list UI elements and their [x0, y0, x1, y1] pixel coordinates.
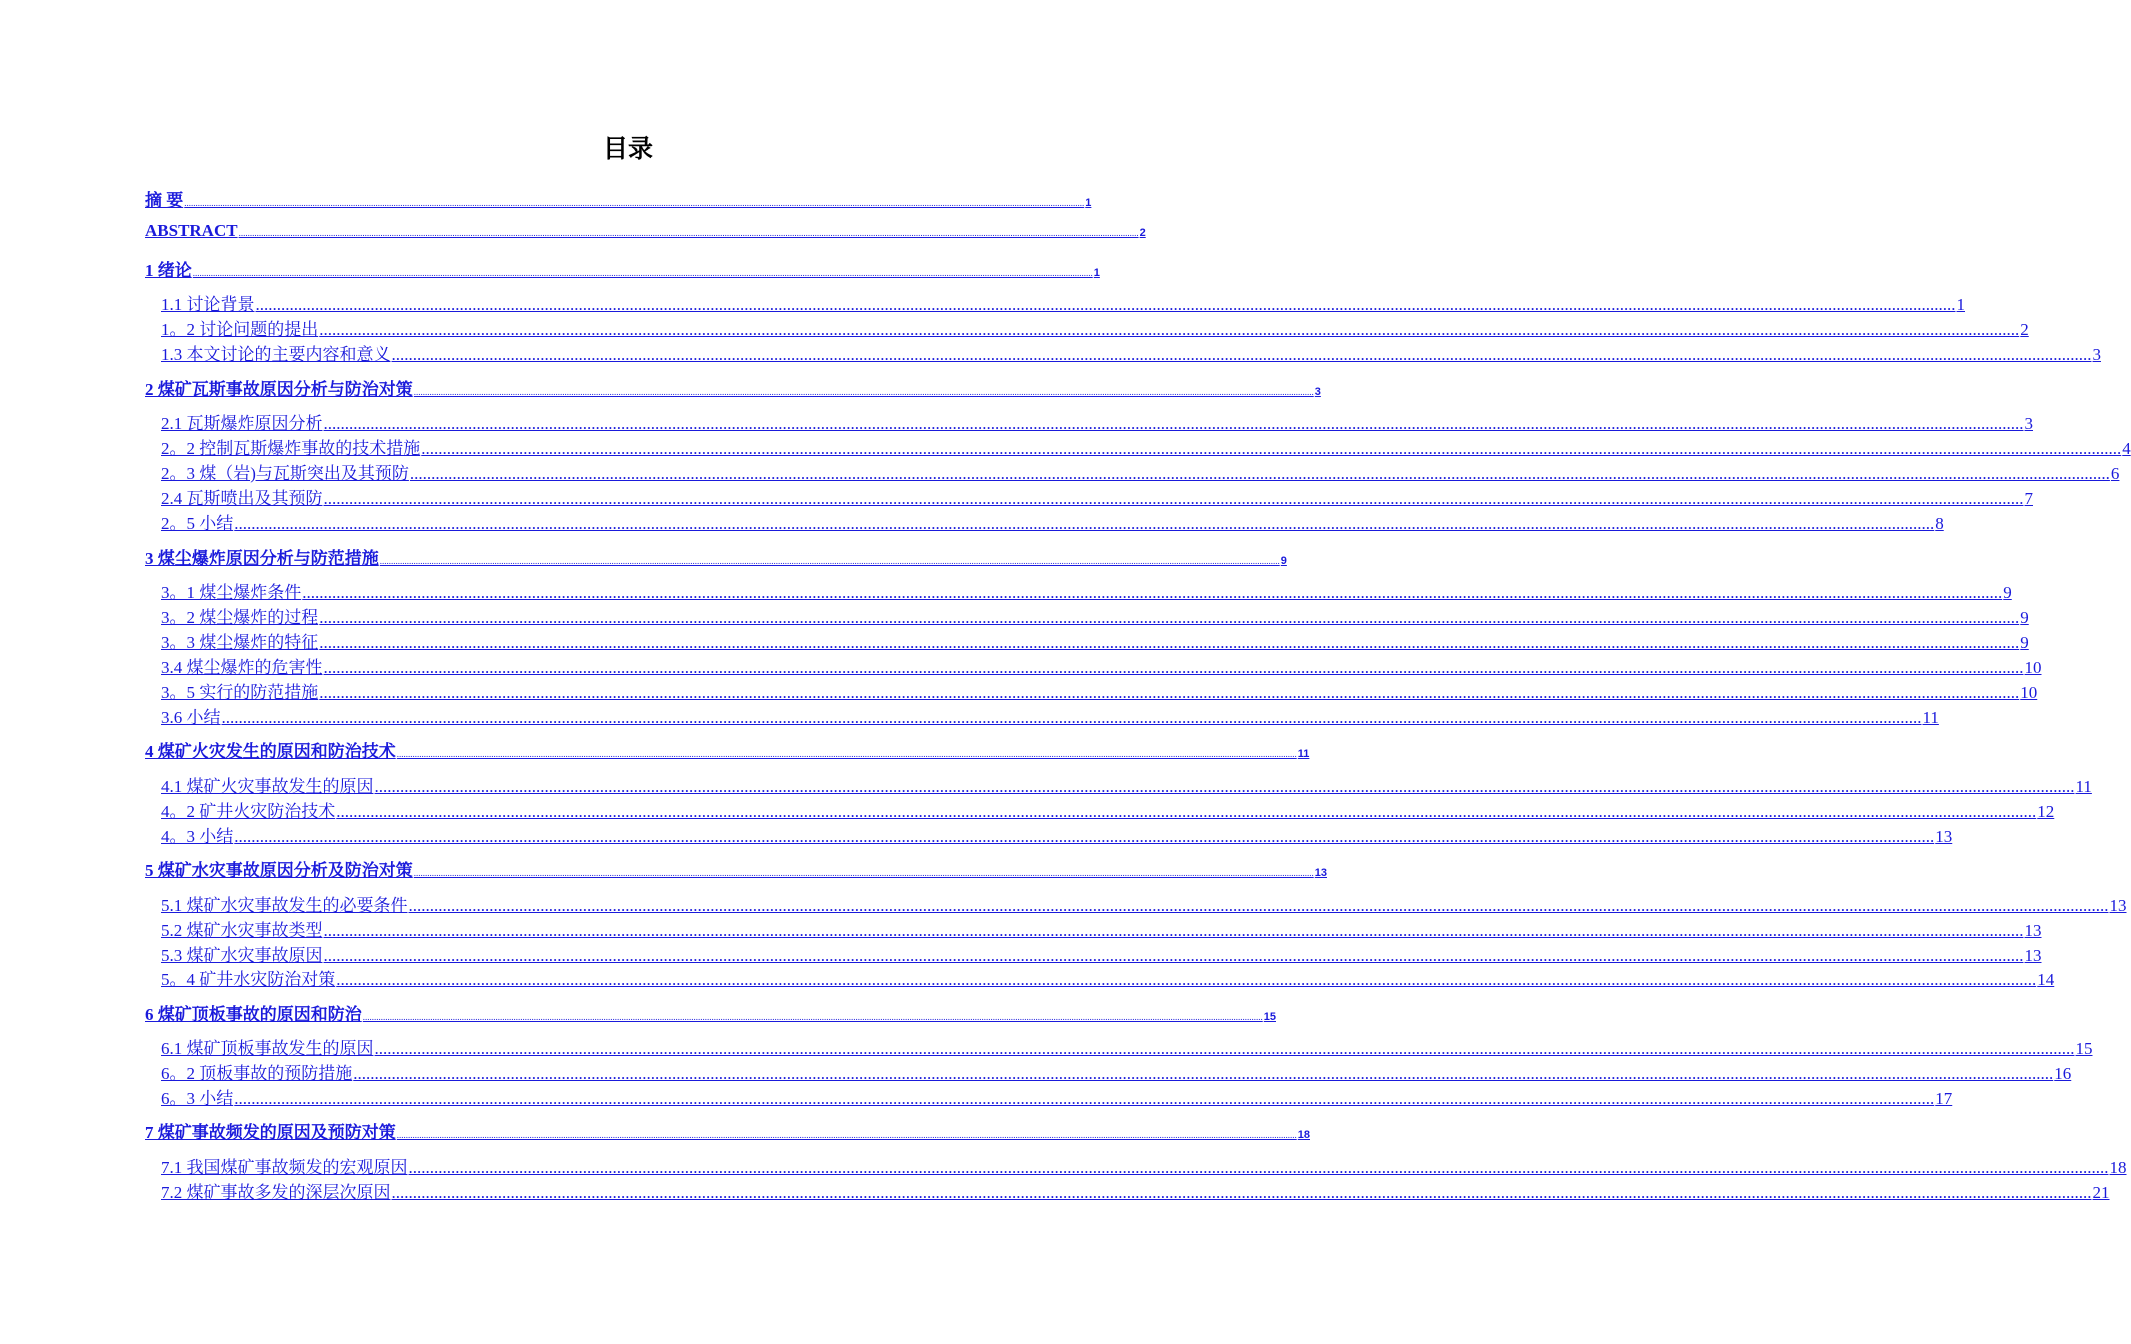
toc-page-number: 17 [1935, 1089, 1953, 1108]
toc-section-link[interactable] [161, 1178, 2110, 1203]
toc-page-number: 3 [1314, 386, 1321, 398]
toc-page-number: 8 [1935, 514, 1944, 533]
toc-page-number: 9 [1280, 555, 1287, 567]
toc-entry-label: 3 煤尘爆炸原因分析与防范措施 [145, 549, 379, 568]
toc-chapter-link[interactable] [145, 1118, 1310, 1143]
toc-entry-label: 2。2 控制瓦斯爆炸事故的技术措施 [161, 439, 421, 458]
toc-section-link[interactable] [161, 290, 1965, 315]
toc-chapter-link[interactable] [145, 256, 1100, 281]
dot-leader: ................................................................................................................................................................................................................................................................................................................................................................................................................ [238, 228, 1139, 238]
toc-chapter-link[interactable] [145, 1000, 1276, 1025]
toc-entry-label: 7.1 我国煤矿事故频发的宏观原因 [161, 1158, 408, 1177]
toc-entry-label: 7.2 煤矿事故多发的深层次原因 [161, 1183, 391, 1202]
toc-page-number: 9 [2020, 633, 2029, 652]
toc-section-link[interactable] [161, 1084, 1953, 1109]
toc-page-number: 11 [1297, 748, 1310, 760]
dot-leader: ................................................................................................................................................................................................................................................................................................................................................................................................................ [221, 708, 1922, 727]
toc-section-link[interactable] [161, 1034, 2093, 1059]
toc-page-number: 3 [2092, 345, 2101, 364]
toc-entry-label: 1 绪论 [145, 261, 192, 280]
toc-chapter-link[interactable] [145, 737, 1310, 762]
dot-leader: ................................................................................................................................................................................................................................................................................................................................................................................................................ [323, 414, 2024, 433]
toc-page-number: 1 [1085, 197, 1092, 209]
toc-section-link[interactable] [161, 822, 1953, 847]
toc-entry-label: 1。2 讨论问题的提出 [161, 320, 319, 339]
dot-leader: ................................................................................................................................................................................................................................................................................................................................................................................................................ [353, 1064, 2054, 1083]
toc-entry-label: 2。3 煤（岩)与瓦斯突出及其预防 [161, 464, 409, 483]
dot-leader: ................................................................................................................................................................................................................................................................................................................................................................................................................ [413, 387, 1314, 397]
toc-page-number: 21 [2092, 1183, 2110, 1202]
toc-entry-label: 3.4 煤尘爆炸的危害性 [161, 658, 323, 677]
toc-chapter-link[interactable] [145, 375, 1321, 400]
dot-leader: ................................................................................................................................................................................................................................................................................................................................................................................................................ [192, 268, 1093, 278]
toc-page-number: 14 [2037, 970, 2055, 989]
dot-leader: ................................................................................................................................................................................................................................................................................................................................................................................................................ [408, 1158, 2109, 1177]
toc-entry-label: 6。2 顶板事故的预防措施 [161, 1064, 353, 1083]
toc-chapter-link[interactable] [145, 221, 1146, 241]
toc-chapter-link[interactable] [145, 186, 1092, 211]
toc-entry-label: 5.2 煤矿水灾事故类型 [161, 921, 323, 940]
toc-section-link[interactable] [161, 797, 2055, 822]
toc-section-link[interactable] [161, 628, 2029, 653]
toc-section-link[interactable] [161, 315, 2029, 340]
toc-entry-label: 6.1 煤矿顶板事故发生的原因 [161, 1039, 374, 1058]
toc-entry-label: 4。3 小结 [161, 827, 234, 846]
dot-leader: ................................................................................................................................................................................................................................................................................................................................................................................................................ [336, 802, 2037, 821]
toc-entry-label: 2 煤矿瓦斯事故原因分析与防治对策 [145, 380, 413, 399]
toc-page-number: 9 [2020, 608, 2029, 627]
toc-entry-label: 4 煤矿火灾发生的原因和防治技术 [145, 742, 396, 761]
toc-page-number: 13 [2024, 946, 2042, 965]
toc-page-number: 13 [2024, 921, 2042, 940]
dot-leader: ................................................................................................................................................................................................................................................................................................................................................................................................................ [374, 1039, 2075, 1058]
toc-page-number: 11 [2075, 777, 2092, 796]
dot-leader: ................................................................................................................................................................................................................................................................................................................................................................................................................ [391, 1183, 2092, 1202]
dot-leader: ................................................................................................................................................................................................................................................................................................................................................................................................................ [234, 827, 1935, 846]
toc-page-number: 15 [2075, 1039, 2093, 1058]
toc-section-link[interactable] [161, 1059, 2072, 1084]
toc-section-link[interactable] [161, 703, 1939, 728]
toc-entry-label: 6 煤矿顶板事故的原因和防治 [145, 1005, 362, 1024]
toc-section-link[interactable] [161, 678, 2038, 703]
toc-page-number: 6 [2110, 464, 2120, 483]
toc-entry-label: 1.3 本文讨论的主要内容和意义 [161, 345, 391, 364]
toc-section-link[interactable] [161, 965, 2055, 990]
toc-entry-label: 3。1 煤尘爆炸条件 [161, 583, 302, 602]
dot-leader: ................................................................................................................................................................................................................................................................................................................................................................................................................ [184, 198, 1085, 208]
toc-chapter-link[interactable] [145, 544, 1287, 569]
dot-leader: ................................................................................................................................................................................................................................................................................................................................................................................................................ [255, 295, 1956, 314]
toc-entry-label: 5.3 煤矿水灾事故原因 [161, 946, 323, 965]
dot-leader: ................................................................................................................................................................................................................................................................................................................................................................................................................ [413, 868, 1314, 878]
toc-entry-label: 摘 要 [145, 191, 184, 210]
dot-leader: ................................................................................................................................................................................................................................................................................................................................................................................................................ [396, 1130, 1297, 1140]
toc-page-number: 2 [1139, 227, 1146, 239]
dot-leader: ................................................................................................................................................................................................................................................................................................................................................................................................................ [396, 749, 1297, 759]
toc-page-number: 10 [2024, 658, 2042, 677]
toc-page-number: 15 [1263, 1011, 1276, 1023]
toc-section-link[interactable] [161, 578, 2012, 603]
toc-section-link[interactable] [161, 340, 2101, 365]
toc-section-link[interactable] [161, 484, 2033, 509]
toc-page-number: 9 [2003, 583, 2012, 602]
toc-entry-label: 7 煤矿事故频发的原因及预防对策 [145, 1123, 396, 1142]
toc-page-number: 13 [1314, 867, 1327, 879]
toc-page-number: 7 [2024, 489, 2033, 508]
toc-section-link[interactable] [161, 916, 2042, 941]
toc-entry-label: 2.1 瓦斯爆炸原因分析 [161, 414, 323, 433]
dot-leader: ................................................................................................................................................................................................................................................................................................................................................................................................................ [323, 658, 2024, 677]
toc-entry-label: 2。5 小结 [161, 514, 234, 533]
toc-section-link[interactable] [161, 509, 1944, 534]
toc-page-number: 2 [2020, 320, 2029, 339]
toc-page-number: 1 [1093, 267, 1100, 279]
toc-section-link[interactable] [161, 941, 2042, 966]
toc-entry-label: 3。2 煤尘爆炸的过程 [161, 608, 319, 627]
toc-section-link[interactable] [161, 653, 2042, 678]
toc-page-number: 18 [1297, 1129, 1310, 1141]
dot-leader: ................................................................................................................................................................................................................................................................................................................................................................................................................ [234, 514, 1935, 533]
toc-entry-label: 5。4 矿井水灾防治对策 [161, 970, 336, 989]
toc-page-number: 11 [1922, 708, 1939, 727]
toc-entry-label: 4.1 煤矿火灾事故发生的原因 [161, 777, 374, 796]
dot-leader: ................................................................................................................................................................................................................................................................................................................................................................................................................ [234, 1089, 1935, 1108]
toc-page-number: 18 [2109, 1158, 2127, 1177]
toc-section-link[interactable] [161, 772, 2092, 797]
dot-leader: ................................................................................................................................................................................................................................................................................................................................................................................................................ [302, 583, 2003, 602]
toc-chapter-link[interactable] [145, 856, 1327, 881]
toc-page-number: 3 [2024, 414, 2033, 433]
dot-leader: ................................................................................................................................................................................................................................................................................................................................................................................................................ [319, 320, 2020, 339]
toc-entry-label: 2.4 瓦斯喷出及其预防 [161, 489, 323, 508]
toc-page-number: 13 [1935, 827, 1953, 846]
dot-leader: ................................................................................................................................................................................................................................................................................................................................................................................................................ [336, 970, 2037, 989]
toc-page-number: 13 [2109, 896, 2127, 915]
toc-page-number: 4 [2122, 439, 2131, 458]
dot-leader: ................................................................................................................................................................................................................................................................................................................................................................................................................ [323, 489, 2024, 508]
toc-page-number: 16 [2054, 1064, 2072, 1083]
dot-leader: ................................................................................................................................................................................................................................................................................................................................................................................................................ [421, 439, 2122, 458]
toc-entry-label: 6。3 小结 [161, 1089, 234, 1108]
toc-section-link[interactable] [161, 409, 2033, 434]
dot-leader: ................................................................................................................................................................................................................................................................................................................................................................................................................ [319, 608, 2020, 627]
dot-leader: ................................................................................................................................................................................................................................................................................................................................................................................................................ [319, 683, 2020, 702]
toc-section-link[interactable] [161, 434, 2131, 459]
toc-section-link[interactable] [161, 891, 2127, 916]
dot-leader: ................................................................................................................................................................................................................................................................................................................................................................................................................ [374, 777, 2075, 796]
toc-page-number: 12 [2037, 802, 2055, 821]
dot-leader: ................................................................................................................................................................................................................................................................................................................................................................................................................ [319, 633, 2020, 652]
toc-entry-label: 3。3 煤尘爆炸的特征 [161, 633, 319, 652]
dot-leader: ................................................................................................................................................................................................................................................................................................................................................................................................................ [323, 921, 2024, 940]
toc-entry-label: 3。5 实行的防范措施 [161, 683, 319, 702]
toc-section-link[interactable] [161, 459, 2120, 484]
dot-leader: ................................................................................................................................................................................................................................................................................................................................................................................................................ [409, 464, 2110, 483]
dot-leader: ................................................................................................................................................................................................................................................................................................................................................................................................................ [362, 1012, 1263, 1022]
toc-page-number: 10 [2020, 683, 2038, 702]
toc-section-link[interactable] [161, 603, 2029, 628]
toc-entry-label: 5.1 煤矿水灾事故发生的必要条件 [161, 896, 408, 915]
dot-leader: ................................................................................................................................................................................................................................................................................................................................................................................................................ [391, 345, 2092, 364]
toc-entry-label: 5 煤矿水灾事故原因分析及防治对策 [145, 861, 413, 880]
dot-leader: ................................................................................................................................................................................................................................................................................................................................................................................................................ [379, 556, 1280, 566]
toc-entry-label: 4。2 矿井火灾防治技术 [161, 802, 336, 821]
toc-entry-label: 1.1 讨论背景 [161, 295, 255, 314]
toc-section-link[interactable] [161, 1153, 2127, 1178]
dot-leader: ................................................................................................................................................................................................................................................................................................................................................................................................................ [408, 896, 2109, 915]
toc-page-number: 1 [1956, 295, 1965, 314]
toc-entry-label: 3.6 小结 [161, 708, 221, 727]
dot-leader: ................................................................................................................................................................................................................................................................................................................................................................................................................ [323, 946, 2024, 965]
toc-title: 目录 [602, 134, 653, 163]
toc-entry-label: ABSTRACT [145, 221, 238, 240]
